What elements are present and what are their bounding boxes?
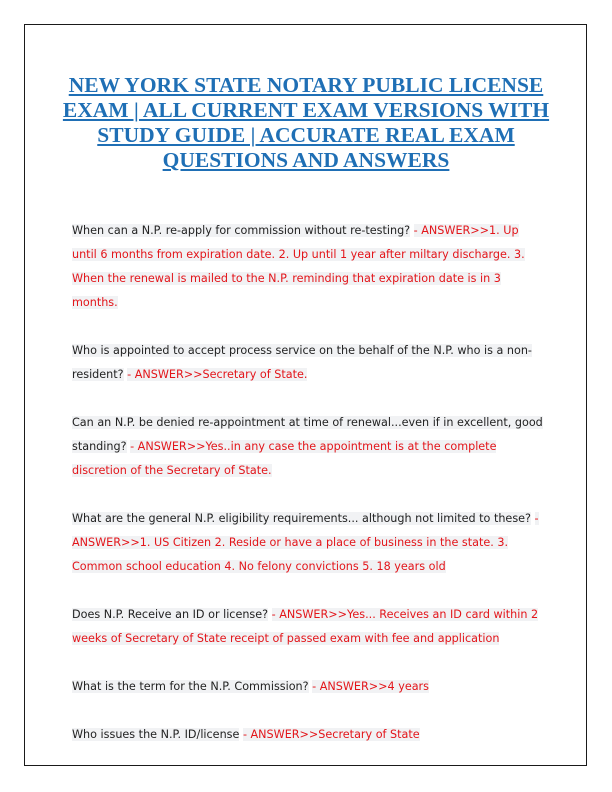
qa-item [72,219,546,315]
question-text: When can a N.P. re-apply for commission without re-testing? [72,224,411,237]
document-title: NEW YORK STATE NOTARY PUBLIC LICENSE EXAM | ALL CURRENT EXAM VERSIONS WITH STUDY GUIDE | ACCURATE REAL EXAM QUESTIONS AND ANSWERS [62,73,550,172]
answer-text: - ANSWER>>Yes..in any case the appointment is at the complete discretion of the Secretary of State. [72,440,497,477]
question-text: What are the general N.P. eligibility requirements... although not limited to these? [72,512,531,525]
question-text: Who issues the N.P. ID/license [72,728,240,741]
qa-item [72,723,546,747]
qa-item [72,411,546,483]
question-text: Who is appointed to accept process service on the behalf of the N.P. who is a non- resident? [72,344,532,381]
answer-text: - ANSWER>>Secretary of State [242,728,420,741]
answer-text: - ANSWER>>Yes... Receives an ID card within 2 weeks of Secretary of State receipt of passed exam with fee and application [72,608,539,645]
qa-item [72,603,546,651]
question-text: What is the term for the N.P. Commission? [72,680,309,693]
qa-item [72,675,546,699]
question-text: Does N.P. Receive an ID or license? [72,608,269,621]
answer-text: - ANSWER>>1. US Citizen 2. Reside or have a place of business in the state. 3. Common school education 4. No felony convictions 5. 18 years old [72,512,539,573]
qa-item [72,507,546,579]
qa-list [72,219,546,747]
qa-item [72,339,546,387]
answer-text: - ANSWER>>4 years [312,680,429,693]
answer-text: - ANSWER>>Secretary of State. [127,368,308,381]
question-text: Can an N.P. be denied re-appointment at time of renewal...even if in excellent, good standing? [72,416,543,453]
answer-text: - ANSWER>>1. Up until 6 months from expiration date. 2. Up until 1 year after miltary discharge. 3. When the renewal is mailed to the N.P. reminding that expiration date is in 3 months. [72,224,525,309]
